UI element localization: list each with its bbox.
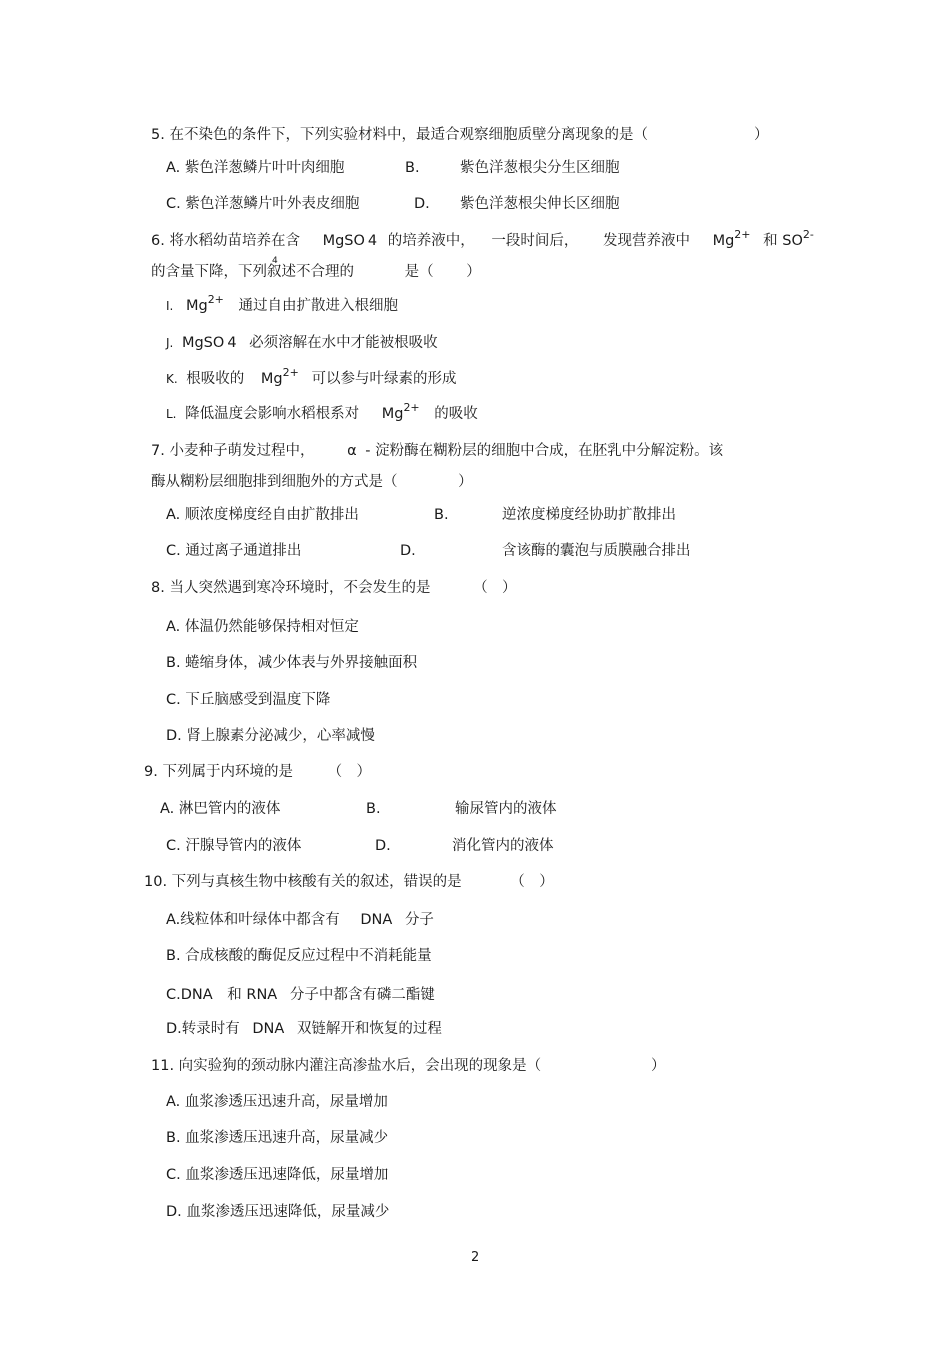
question-11-option-a: A. 血浆渗透压迅速升高，尿量增加 [166, 1094, 388, 1110]
question-9-option-c: C. 汗腺导管内的液体 [166, 838, 302, 854]
question-11-close-paren: ） [651, 1058, 666, 1074]
question-9-option-d: 消化管内的液体 [452, 838, 554, 854]
question-9-option-b-letter: B. [366, 801, 381, 817]
question-8-option-d: D. 肾上腺素分泌减少，心率减慢 [166, 728, 375, 744]
question-9-option-d-letter: D. [375, 838, 391, 854]
question-11-stem: 11. 向实验狗的颈动脉内灌注高渗盐水后，会出现的现象是（ [151, 1058, 542, 1074]
question-5-option-c: C. 紫色洋葱鳞片叶外表皮细胞 [166, 196, 360, 212]
question-5-option-d: 紫色洋葱根尖伸长区细胞 [460, 196, 620, 212]
question-7-option-d-letter: D. [400, 543, 416, 559]
question-7-option-a: A. 顺浓度梯度经自由扩散排出 [166, 507, 359, 523]
question-9-option-b: 输尿管内的液体 [455, 801, 557, 817]
question-11-option-d: D. 血浆渗透压迅速降低，尿量减少 [166, 1204, 390, 1220]
question-7-option-c: C. 通过离子通道排出 [166, 543, 302, 559]
question-6-option-k: K. 根吸收的 $Mg^{2+}$ 可以参与叶绿素的形成 [166, 366, 457, 387]
question-6-option-i: I. $Mg^{2+}$ 通过自由扩散进入根细胞 [166, 293, 399, 314]
question-6-option-j: J. MgSO 4 必须溶解在水中才能被根吸收 [166, 335, 438, 351]
question-5-option-b-letter: B. [405, 160, 420, 176]
question-8-option-c: C. 下丘脑感受到温度下降 [166, 692, 331, 708]
question-5-option-a: A. 紫色洋葱鳞片叶叶肉细胞 [166, 160, 345, 176]
question-7-stem-line1: 7. 小麦种子萌发过程中， α - 淀粉酶在糊粉层的细胞中合成，在胚乳中分解淀粉。该 [151, 443, 724, 459]
question-7-option-d: 含该酶的囊泡与质膜融合排出 [502, 543, 691, 559]
question-9-stem: 9. 下列属于内环境的是 （ ） [144, 764, 372, 780]
question-8-option-b: B. 蜷缩身体，减少体表与外界接触面积 [166, 655, 418, 671]
question-10-option-d: D.转录时有 DNA 双链解开和恢复的过程 [166, 1021, 442, 1037]
question-5-stem: 5. 在不染色的条件下，下列实验材料中，最适合观察细胞质壁分离现象的是（ [151, 127, 648, 143]
question-10-option-a: A.线粒体和叶绿体中都含有 DNA 分子 [166, 912, 434, 928]
question-8-option-a: A. 体温仍然能够保持相对恒定 [166, 619, 359, 635]
question-8-stem: 8. 当人突然遇到寒冷环境时，不会发生的是 （ ） [151, 580, 517, 596]
page-number: 2 [471, 1250, 480, 1265]
question-7-stem-line2: 酶从糊粉层细胞排到细胞外的方式是（ ） [151, 474, 473, 490]
question-5-option-b: 紫色洋葱根尖分生区细胞 [460, 160, 620, 176]
question-6-so4-subscript: 4 [272, 256, 278, 266]
question-10-option-b: B. 合成核酸的酶促反应过程中不消耗能量 [166, 948, 432, 964]
question-7-option-b: 逆浓度梯度经协助扩散排出 [502, 507, 676, 523]
question-6-stem-line1: 6. 将水稻幼苗培养在含 MgSO 4 的培养液中， 一段时间后， 发现营养液中 $Mg^{2+}$ 和 $SO^{2-}$ [151, 228, 814, 249]
question-10-option-c: C.DNA 和 RNA 分子中都含有磷二酯键 [166, 987, 435, 1003]
question-6-option-l: L. 降低温度会影响水稻根系对 $Mg^{2+}$ 的吸收 [166, 401, 478, 422]
question-9-option-a: A. 淋巴管内的液体 [160, 801, 281, 817]
question-7-option-b-letter: B. [434, 507, 449, 523]
question-10-stem: 10. 下列与真核生物中核酸有关的叙述，错误的是 （ ） [144, 874, 554, 890]
question-11-option-c: C. 血浆渗透压迅速降低，尿量增加 [166, 1167, 389, 1183]
question-5-close-paren: ） [754, 127, 769, 143]
question-6-stem-line2: 的含量下降，下列叙述不合理的 是（ ） [151, 264, 481, 280]
question-11-option-b: B. 血浆渗透压迅速升高，尿量减少 [166, 1130, 389, 1146]
question-5-option-d-letter: D. [414, 196, 430, 212]
